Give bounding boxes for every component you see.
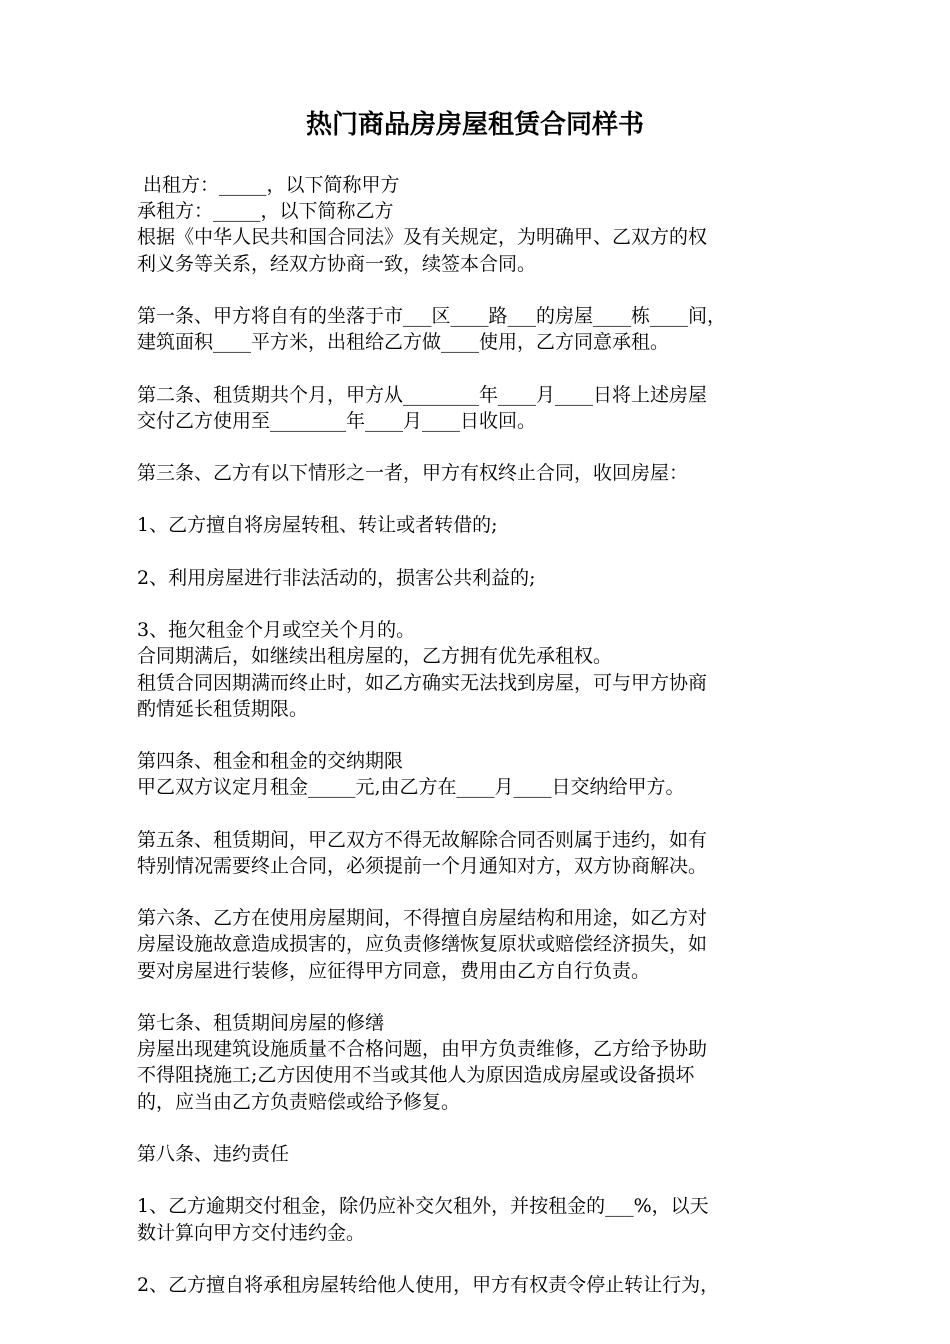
- contract-line: 1、乙方擅自将房屋转租、转让或者转借的;: [137, 514, 498, 537]
- contract-line: 3、拖欠租金个月或空关个月的。: [137, 619, 416, 642]
- contract-line: 房屋出现建筑设施质量不合格问题，由甲方负责维修，乙方给予协助: [137, 1038, 708, 1061]
- blank-line: [137, 1167, 827, 1193]
- blank-line: [137, 486, 827, 512]
- contract-line: 租赁合同因期满而终止时，如乙方确实无法找到房屋，可与甲方协商: [137, 671, 708, 694]
- contract-line: 甲乙双方议定月租金_____元,由乙方在____月____日交纳给甲方。: [137, 776, 685, 799]
- contract-line: 2、乙方擅自将承租房屋转给他人使用，甲方有权责令停止转让行为，: [137, 1273, 720, 1296]
- blank-line: [137, 539, 827, 565]
- contract-line: 第六条、乙方在使用房屋期间，不得擅自房屋结构和用途，如乙方对: [137, 907, 708, 930]
- contract-line: 第一条、甲方将自有的坐落于市___区____路___的房屋____栋____间，: [137, 304, 727, 327]
- contract-line: 承租方：_____，以下简称乙方: [137, 200, 394, 223]
- contract-line: 利义务等关系，经双方协商一致，续签本合同。: [137, 252, 537, 275]
- blank-line: [137, 355, 827, 381]
- contract-line: 的，应当由乙方负责赔偿或给予修复。: [137, 1090, 461, 1113]
- contract-line: 房屋设施故意造成损害的，应负责修缮恢复原状或赔偿经济损失，如: [137, 933, 708, 956]
- blank-line: [137, 722, 827, 748]
- blank-line: [137, 591, 827, 617]
- blank-line: [137, 984, 827, 1010]
- blank-line: [137, 277, 827, 303]
- contract-line: 第七条、租赁期间房屋的修缮: [137, 1012, 385, 1034]
- contract-line: 1、乙方逾期交付租金，除仍应补交欠租外，并按租金的___%，以天: [137, 1195, 709, 1218]
- contract-line: 建筑面积____平方米，出租给乙方做____使用，乙方同意承租。: [137, 331, 670, 354]
- contract-line: 特别情况需要终止合同，必须提前一个月通知对方，双方协商解决。: [137, 854, 708, 877]
- contract-line: 第三条、乙方有以下情形之一者，甲方有权终止合同，收回房屋：: [137, 462, 689, 485]
- contract-line: 第四条、租金和租金的交纳期限: [137, 750, 404, 773]
- contract-line: 数计算向甲方交付违约金。: [137, 1221, 366, 1244]
- contract-line: 酌情延长租赁期限。: [137, 697, 309, 720]
- contract-line: 2、利用房屋进行非法活动的，损害公共利益的;: [137, 566, 536, 589]
- blank-line: [137, 879, 827, 905]
- blank-line: [137, 1115, 827, 1141]
- document-title: 热门商品房房屋租赁合同样书: [305, 110, 644, 140]
- contract-body: [137, 172, 827, 1298]
- contract-line: 合同期满后，如继续出租房屋的，乙方拥有优先承租权。: [137, 645, 613, 668]
- contract-line: 第五条、租赁期间，甲乙双方不得无故解除合同否则属于违约，如有: [137, 828, 708, 851]
- contract-line: 不得阻挠施工;乙方因使用不当或其他人为原因造成房屋或设备损坏: [137, 1064, 695, 1087]
- contract-line: 第八条、违约责任: [137, 1142, 290, 1165]
- blank-line: [137, 801, 827, 827]
- blank-line: [137, 1246, 827, 1272]
- blank-line: [137, 434, 827, 460]
- contract-line: 交付乙方使用至________年____月____日收回。: [137, 409, 537, 432]
- contract-line: 根据《中华人民共和国合同法》及有关规定，为明确甲、乙双方的权: [137, 226, 708, 249]
- contract-line: 出租方：_____，以下简称甲方: [137, 174, 400, 196]
- contract-line: 第二条、租赁期共个月，甲方从________年____月____日将上述房屋: [137, 383, 708, 406]
- contract-line: 要对房屋进行装修，应征得甲方同意，费用由乙方自行负责。: [137, 959, 651, 982]
